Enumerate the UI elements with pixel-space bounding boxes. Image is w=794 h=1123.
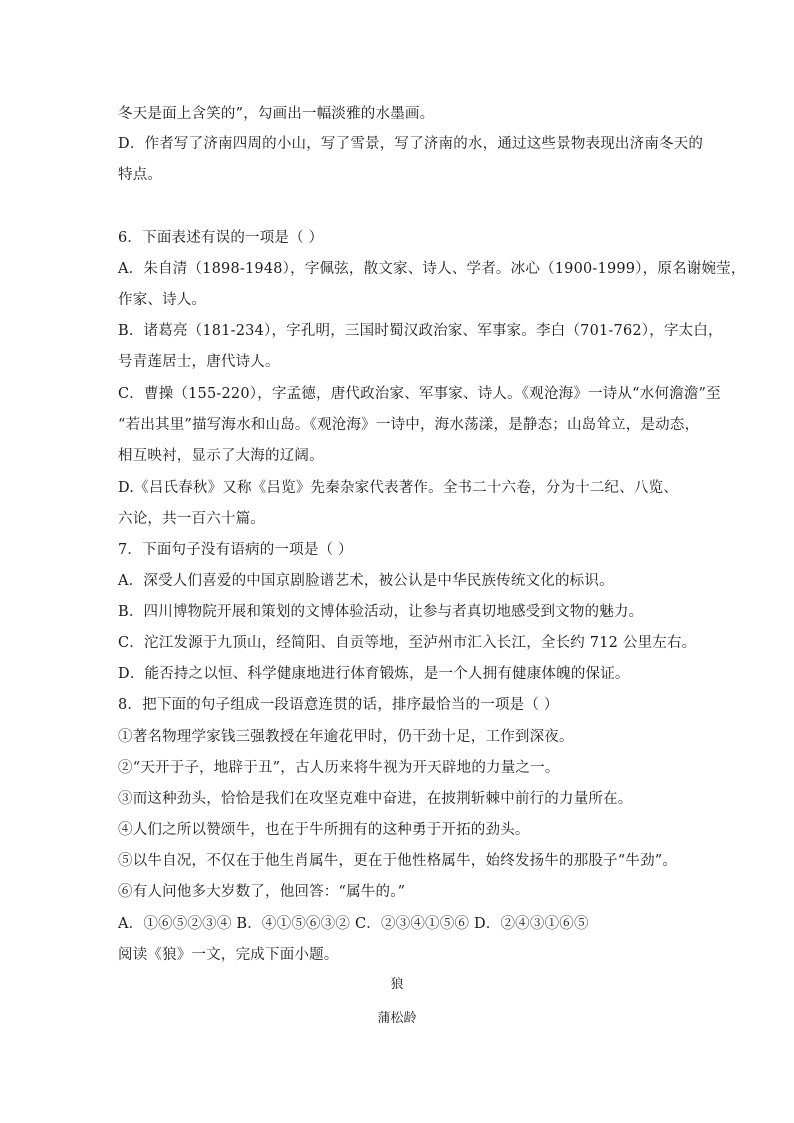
question-8-stem: 8．把下面的句子组成一段语意连贯的话，排序最恰当的一项是（ ） xyxy=(118,697,559,713)
sentence-6: ⑥有人问他多大岁数了，他回答：“属牛的。” xyxy=(118,884,406,900)
question-6-option-a: A．朱自清（1898-1948），字佩弦，散文家、诗人、学者。冰心（1900-1999），原名谢婉莹， xyxy=(118,261,746,277)
text-line: 冬天是面上含笑的”，勾画出一幅淡雅的水墨画。 xyxy=(118,106,435,122)
sentence-3: ③而这种劲头，恰恰是我们在攻坚克难中奋进，在披荆斩棘中前行的力量所在。 xyxy=(118,791,633,807)
sentence-2: ②“天开于子，地辟于丑”，古人历来将牛视为开天辟地的力量之一。 xyxy=(118,760,560,776)
reading-instruction: 阅读《狼》一文，完成下面小题。 xyxy=(118,947,339,963)
sentence-5: ⑤以牛自况，不仅在于他生肖属牛，更在于他性格属牛，始终发扬牛的那股子“牛劲”。 xyxy=(118,853,678,869)
text-line: 特点。 xyxy=(118,167,163,183)
text-line: 号青莲居士，唐代诗人。 xyxy=(118,354,280,370)
question-8-options: A．①⑥⑤②③④ B．④①⑤⑥③② C．②③④①⑤⑥ D．②④③①⑥⑤ xyxy=(118,916,589,932)
question-7-option-c: C．沱江发源于九顶山，经简阳、自贡等地，至泸州市汇入长江，全长约 712 公里左右。 xyxy=(118,635,697,651)
question-7-stem: 7．下面句子没有语病的一项是（ ） xyxy=(118,542,353,558)
passage-author: 蒲松龄 xyxy=(377,1011,417,1026)
text-line: 作家、诗人。 xyxy=(118,292,207,308)
question-6-option-c: C．曹操（155-220），字孟德，唐代政治家、军事家、诗人。《观沧海》一诗从“水何澹澹”至 xyxy=(118,386,721,402)
question-6-option-d: D.《吕氏春秋》又称《吕览》先秦杂家代表著作。全书二十六卷，分为十二纪、八览、 xyxy=(118,480,679,496)
question-6-stem: 6．下面表述有误的一项是（ ） xyxy=(118,230,324,246)
question-7-option-a: A．深受人们喜爱的中国京剧脸谱艺术，被公认是中华民族传统文化的标识。 xyxy=(118,573,614,589)
text-line: D．作者写了济南四周的小山，写了雪景，写了济南的水，通过这些景物表现出济南冬天的 xyxy=(118,136,704,152)
text-line: 相互映衬，显示了大海的辽阔。 xyxy=(118,448,324,464)
question-7-option-b: B．四川博物院开展和策划的文博体验活动，让参与者真切地感受到文物的魅力。 xyxy=(118,604,644,620)
text-line: 六论，共一百六十篇。 xyxy=(118,511,265,527)
passage-title: 狼 xyxy=(390,977,404,992)
sentence-1: ①著名物理学家钱三强教授在年逾花甲时，仍干劲十足，工作到深夜。 xyxy=(118,729,574,745)
sentence-4: ④人们之所以赞颂牛，也在于牛所拥有的这种勇于开拓的劲头。 xyxy=(118,822,530,838)
question-6-option-b: B．诸葛亮（181-234），字孔明，三国时蜀汉政治家、军事家。李白（701-762），字太白， xyxy=(118,323,723,339)
question-7-option-d: D．能否持之以恒、科学健康地进行体育锻炼，是一个人拥有健康体魄的保证。 xyxy=(118,666,630,682)
text-line: “若出其里”描写海水和山岛。《观沧海》一诗中，海水荡漾，是静态；山岛耸立，是动态， xyxy=(118,417,700,433)
